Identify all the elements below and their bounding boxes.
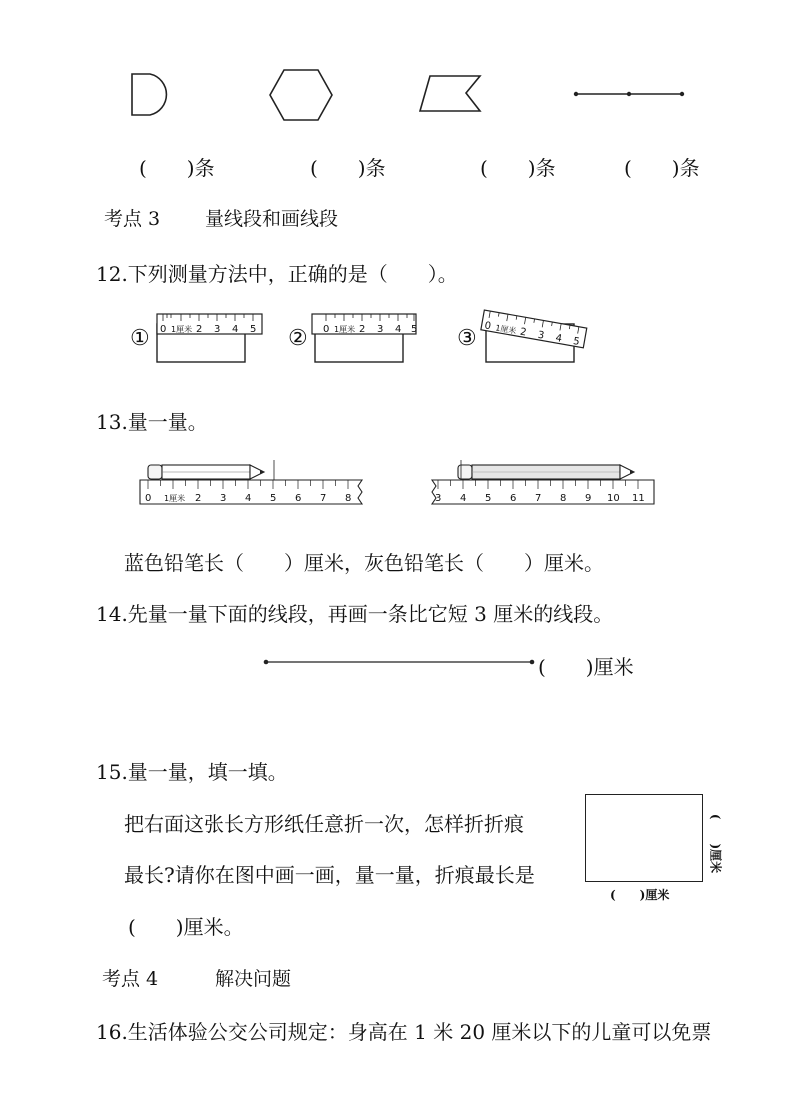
q12-r1-tick-0: 0: [160, 324, 167, 335]
q13-r2-tick-4: 7: [535, 493, 542, 504]
q12-r2-tick-5: 5: [411, 324, 418, 335]
q13-r2-tick-7: 10: [607, 493, 620, 504]
question-15-text: 15.量一量，填一填。: [96, 760, 288, 784]
q12-r3-tick-3: 3: [536, 329, 546, 342]
section-4-label: 考点 4: [102, 968, 159, 990]
q15-line-2: 最长?请你在图中画一画，量一量，折痕最长是: [124, 863, 535, 887]
d-shape-figure: [128, 72, 178, 118]
q12-r3-tick-5: 5: [572, 336, 581, 348]
q13-r1-tick-3: 3: [220, 493, 227, 504]
q15-side-length-label[interactable]: ( )厘米: [708, 813, 723, 874]
q14-segment-figure: [262, 656, 538, 668]
q13-r1-tick-4: 4: [245, 493, 252, 504]
q12-r3-tick-2: 2: [519, 326, 528, 339]
q12-r3-tick-1: 1厘米: [494, 323, 517, 336]
q13-r1-tick-6: 6: [295, 493, 302, 504]
q13-r1-tick-1: 1厘米: [164, 494, 186, 503]
q12-option-2-label: ②: [288, 326, 308, 351]
section-3-title: 量线段和画线段: [205, 208, 339, 230]
q12-option-1-figure: [155, 312, 265, 364]
q12-r2-tick-1: 1厘米: [334, 325, 356, 334]
question-14-text: 14.先量一量下面的线段，再画一条比它短 3 厘米的线段。: [96, 602, 614, 626]
q13-r1-tick-0: 0: [145, 493, 152, 504]
q13-r2-tick-0: 3: [435, 493, 442, 504]
q13-r1-tick-8: 8: [345, 493, 352, 504]
section-3-label: 考点 3: [104, 208, 161, 230]
shape-blank-3[interactable]: ( )条: [480, 156, 556, 180]
flag-shape-figure: [418, 74, 484, 114]
q12-option-2-figure: [312, 312, 422, 364]
q12-r2-tick-0: 0: [323, 324, 330, 335]
q13-r2-tick-2: 5: [485, 493, 492, 504]
q12-option-3-label: ③: [457, 326, 477, 351]
q12-r1-tick-4: 4: [232, 324, 239, 335]
shape-blank-2[interactable]: ( )条: [310, 156, 386, 180]
q12-r3-tick-4: 4: [554, 332, 563, 345]
section-4-title: 解决问题: [215, 968, 292, 990]
segment-with-points-figure: [572, 88, 688, 100]
q12-r2-tick-3: 3: [377, 324, 384, 335]
q13-r2-tick-8: 11: [632, 493, 645, 504]
q12-r2-tick-2: 2: [359, 324, 366, 335]
q13-answer-line[interactable]: 蓝色铅笔长（ ）厘米，灰色铅笔长（ ）厘米。: [124, 551, 604, 575]
q13-r1-tick-2: 2: [195, 493, 202, 504]
q15-line-3[interactable]: ( )厘米。: [128, 915, 244, 939]
q12-r1-tick-3: 3: [214, 324, 221, 335]
question-13-text: 13.量一量。: [96, 410, 208, 434]
q13-gray-pencil-ruler-figure: [428, 460, 656, 510]
q13-r1-tick-7: 7: [320, 493, 327, 504]
q15-bottom-length-label[interactable]: ( )厘米: [610, 888, 670, 902]
shape-blank-4[interactable]: ( )条: [624, 156, 700, 180]
q12-option-3-figure: [480, 308, 592, 368]
q12-r1-tick-1: 1厘米: [171, 325, 193, 334]
q13-r2-tick-1: 4: [460, 493, 467, 504]
q12-r3-tick-0: 0: [483, 320, 492, 333]
shape-blank-1[interactable]: ( )条: [139, 156, 215, 180]
question-16-text: 16.生活体验公交公司规定：身高在 1 米 20 厘米以下的儿童可以免票: [96, 1020, 712, 1044]
q13-r2-tick-5: 8: [560, 493, 567, 504]
q12-r1-tick-2: 2: [196, 324, 203, 335]
q13-r2-tick-3: 6: [510, 493, 517, 504]
q12-r1-tick-5: 5: [250, 324, 257, 335]
q12-option-1-label: ①: [130, 326, 150, 351]
q12-r2-tick-4: 4: [395, 324, 402, 335]
question-12-text: 12.下列测量方法中，正确的是（ ）。: [96, 262, 458, 286]
q13-blue-pencil-ruler-figure: [140, 460, 366, 510]
q15-rectangle-paper[interactable]: [585, 794, 703, 882]
q15-line-1: 把右面这张长方形纸任意折一次，怎样折折痕: [124, 812, 524, 836]
q14-length-blank[interactable]: ( )厘米: [538, 655, 634, 679]
hexagon-figure: [268, 68, 334, 124]
q13-r2-tick-6: 9: [585, 493, 592, 504]
q13-r1-tick-5: 5: [270, 493, 277, 504]
